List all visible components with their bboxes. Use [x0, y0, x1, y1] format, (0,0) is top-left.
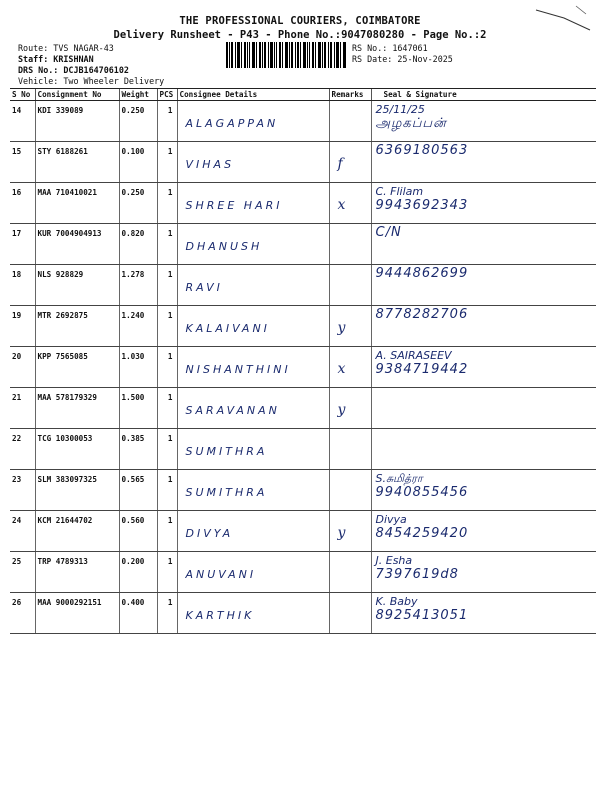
signature-line-2: 9940855456 [375, 485, 469, 500]
signature [376, 472, 595, 500]
consignee-name: RAVI [185, 281, 223, 294]
signature-cell [371, 388, 596, 429]
consignee-cell [177, 593, 329, 634]
table-header-row [10, 89, 596, 101]
sno-cell: 26 [10, 593, 35, 634]
consignee-cell [177, 306, 329, 347]
consignee-cell [177, 265, 329, 306]
consignee-cell [177, 552, 329, 593]
sno-cell: 14 [10, 101, 35, 142]
consignment-cell: MAA 9000292151 [35, 593, 119, 634]
consignment-cell: KDI 339089 [35, 101, 119, 142]
signature-cell [371, 552, 596, 593]
signature-line-2: 7397619d8 [375, 567, 459, 582]
remarks-cell [329, 265, 371, 306]
signature-line-2: 6369180563 [375, 143, 469, 158]
signature-cell [371, 101, 596, 142]
sno-cell: 19 [10, 306, 35, 347]
barcode-image [226, 42, 346, 68]
col-header-sno: S No [10, 89, 35, 101]
table-row [10, 593, 596, 634]
sno-cell: 17 [10, 224, 35, 265]
rs-number: RS No.: 1647061 [352, 43, 428, 53]
col-header-consignment: Consignment No [35, 89, 119, 101]
pcs-cell: 1 [157, 470, 177, 511]
weight-cell: 0.820 [119, 224, 157, 265]
pcs-cell: 1 [157, 183, 177, 224]
signature [376, 595, 595, 623]
remarks-cell [329, 306, 371, 347]
table-body [10, 101, 596, 634]
remarks-cell [329, 101, 371, 142]
col-header-remarks: Remarks [329, 89, 371, 101]
consignee-cell [177, 101, 329, 142]
signature-cell [371, 306, 596, 347]
consignee-cell [177, 183, 329, 224]
table-row [10, 552, 596, 593]
consignee-name: NISHANTHINI [185, 363, 291, 376]
remark-mark: f [337, 156, 343, 172]
table-row [10, 142, 596, 183]
signature [376, 144, 595, 158]
sno-cell: 23 [10, 470, 35, 511]
consignment-cell: TCG 10300053 [35, 429, 119, 470]
pcs-cell: 1 [157, 347, 177, 388]
consignee-name: SUMITHRA [185, 445, 268, 458]
sno-cell: 18 [10, 265, 35, 306]
signature-cell [371, 265, 596, 306]
remark-mark: y [337, 320, 346, 336]
remarks-cell [329, 429, 371, 470]
table-row [10, 347, 596, 388]
consignee-cell [177, 142, 329, 183]
consignment-cell: KCM 21644702 [35, 511, 119, 552]
table-row [10, 101, 596, 142]
consignee-cell [177, 470, 329, 511]
signature-line-1: 25/11/25 [375, 103, 425, 116]
consignee-name: VIHAS [185, 158, 235, 171]
weight-cell: 0.400 [119, 593, 157, 634]
remarks-cell [329, 142, 371, 183]
signature-line-1: A. SAIRASEEV [375, 349, 452, 362]
signature [376, 308, 595, 322]
runsheet-title: Delivery Runsheet - P43 - Phone No.:9047080280 - Page No.:2 [113, 29, 487, 41]
remarks-cell [329, 593, 371, 634]
signature-cell [371, 429, 596, 470]
consignee-cell [177, 429, 329, 470]
consignment-cell: STY 6188261 [35, 142, 119, 183]
signature [376, 513, 595, 541]
signature-line-1: K. Baby [375, 595, 418, 608]
table-row [10, 306, 596, 347]
table-row [10, 470, 596, 511]
consignment-cell: TRP 4789313 [35, 552, 119, 593]
consignee-cell [177, 347, 329, 388]
consignee-cell [177, 388, 329, 429]
consignment-cell: MTR 2692875 [35, 306, 119, 347]
signature [376, 349, 595, 377]
pcs-cell: 1 [157, 593, 177, 634]
sno-cell: 15 [10, 142, 35, 183]
weight-cell: 0.565 [119, 470, 157, 511]
weight-cell: 1.500 [119, 388, 157, 429]
signature-cell [371, 470, 596, 511]
sno-cell: 25 [10, 552, 35, 593]
signature [376, 226, 595, 240]
pcs-cell: 1 [157, 388, 177, 429]
weight-cell: 0.100 [119, 142, 157, 183]
signature-line-1: S.சுமித்ரா [375, 472, 423, 485]
vehicle-label: Vehicle: Two Wheeler Delivery [18, 76, 165, 86]
table-row [10, 511, 596, 552]
signature-line-2: 8778282706 [375, 307, 469, 322]
pcs-cell: 1 [157, 224, 177, 265]
consignee-name: SARAVANAN [185, 404, 280, 417]
consignee-cell [177, 511, 329, 552]
col-header-weight: Weight [119, 89, 157, 101]
weight-cell: 0.560 [119, 511, 157, 552]
weight-cell: 0.250 [119, 183, 157, 224]
signature-cell [371, 593, 596, 634]
sno-cell: 22 [10, 429, 35, 470]
signature-line-2: அழகப்பன் [375, 116, 447, 131]
company-title: THE PROFESSIONAL COURIERS, COIMBATORE [179, 15, 421, 27]
signature-line-2: 9384719442 [375, 362, 469, 377]
signature-cell [371, 347, 596, 388]
runsheet-table [10, 88, 596, 634]
table-row [10, 265, 596, 306]
signature [376, 267, 595, 281]
weight-cell: 1.030 [119, 347, 157, 388]
consignment-cell: KPP 7565085 [35, 347, 119, 388]
pcs-cell: 1 [157, 552, 177, 593]
weight-cell: 0.385 [119, 429, 157, 470]
remarks-cell [329, 470, 371, 511]
pcs-cell: 1 [157, 511, 177, 552]
consignee-name: ALAGAPPAN [185, 117, 279, 130]
weight-cell: 0.250 [119, 101, 157, 142]
consignee-name: SHREE HARI [185, 199, 283, 212]
remarks-cell [329, 347, 371, 388]
consignment-cell: NLS 928829 [35, 265, 119, 306]
consignment-cell: MAA 578179329 [35, 388, 119, 429]
signature-cell [371, 142, 596, 183]
rs-date: RS Date: 25-Nov-2025 [352, 54, 453, 64]
pcs-cell: 1 [157, 142, 177, 183]
sno-cell: 20 [10, 347, 35, 388]
remarks-cell [329, 552, 371, 593]
table-row [10, 224, 596, 265]
remarks-cell [329, 224, 371, 265]
pcs-cell: 1 [157, 429, 177, 470]
table-row [10, 388, 596, 429]
pcs-cell: 1 [157, 265, 177, 306]
table-row [10, 183, 596, 224]
consignee-name: DHANUSH [185, 240, 263, 253]
signature-line-2: 9943692343 [375, 198, 469, 213]
consignee-name: SUMITHRA [185, 486, 268, 499]
signature-line-1: C. Flilam [375, 185, 424, 198]
pcs-cell: 1 [157, 306, 177, 347]
signature-cell [371, 511, 596, 552]
weight-cell: 0.200 [119, 552, 157, 593]
signature-cell [371, 183, 596, 224]
signature-line-1: Divya [375, 513, 407, 526]
remark-mark: x [337, 361, 346, 377]
sno-cell: 21 [10, 388, 35, 429]
consignee-name: KARTHIK [185, 609, 255, 622]
staff-label: Staff: KRISHNAN [18, 54, 94, 64]
remark-mark: y [337, 525, 346, 541]
col-header-pcs: PCS [157, 89, 177, 101]
signature-line-2: 8454259420 [375, 526, 469, 541]
consignment-cell: MAA 710410021 [35, 183, 119, 224]
consignment-cell: SLM 383097325 [35, 470, 119, 511]
consignee-name: KALAIVANI [185, 322, 270, 335]
signature [376, 554, 595, 582]
remarks-cell [329, 388, 371, 429]
table-row [10, 429, 596, 470]
signature-line-1: J. Esha [375, 554, 413, 567]
remarks-cell [329, 183, 371, 224]
remarks-cell [329, 511, 371, 552]
remark-mark: x [337, 197, 346, 213]
drs-number: DRS No.: DCJB164706102 [18, 65, 129, 75]
signature-line-2: 9444862699 [375, 266, 469, 281]
weight-cell: 1.240 [119, 306, 157, 347]
sno-cell: 24 [10, 511, 35, 552]
pcs-cell: 1 [157, 101, 177, 142]
signature-cell [371, 224, 596, 265]
consignment-cell: KUR 7004904913 [35, 224, 119, 265]
consignee-name: DIVYA [185, 527, 234, 540]
signature [376, 103, 595, 131]
route-label: Route: TVS NAGAR-43 [18, 43, 114, 53]
signature-line-2: C/N [375, 225, 402, 240]
col-header-consignee: Consignee Details [177, 89, 329, 101]
sno-cell: 16 [10, 183, 35, 224]
col-header-signature: Seal & Signature [371, 89, 596, 101]
remark-mark: y [337, 402, 346, 418]
weight-cell: 1.278 [119, 265, 157, 306]
signature [376, 185, 595, 213]
signature-line-2: 8925413051 [375, 608, 469, 623]
consignee-cell [177, 224, 329, 265]
consignee-name: ANUVANI [185, 568, 257, 581]
